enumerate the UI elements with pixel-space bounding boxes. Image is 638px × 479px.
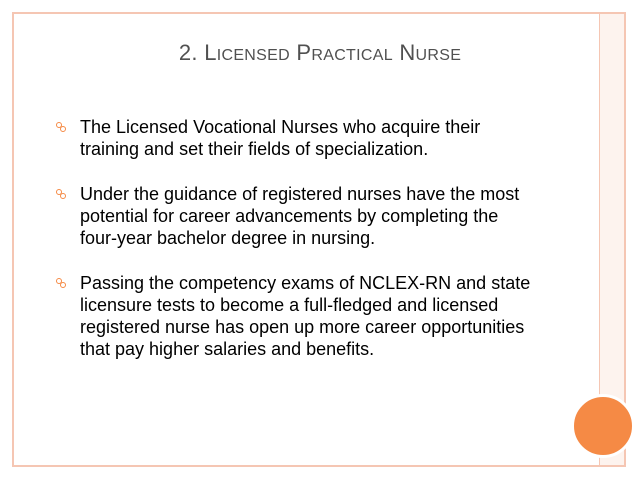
frame-left-border xyxy=(12,12,14,467)
title-number: 2. xyxy=(178,40,205,65)
accent-circle-icon xyxy=(571,394,635,458)
bullet-icon xyxy=(56,189,64,197)
title-rest-2: RACTICAL xyxy=(311,47,393,64)
title-initial-3: N xyxy=(399,40,416,65)
bullet-item-2 xyxy=(56,183,576,249)
frame-top-border xyxy=(12,12,626,14)
frame-bottom-border xyxy=(12,465,626,467)
title-rest-1: ICENSED xyxy=(216,47,290,64)
slide-title xyxy=(120,40,520,69)
title-initial-2: P xyxy=(296,40,312,65)
frame-right-border xyxy=(624,12,626,467)
bullet-list xyxy=(56,116,576,383)
bullet-item-1 xyxy=(56,116,576,160)
bullet-icon xyxy=(56,122,64,130)
bullet-line: Under the guidance of registered nurses have the most xyxy=(80,184,520,204)
bullet-item-3 xyxy=(56,272,576,360)
bullet-line: four-year bachelor degree in nursing. xyxy=(80,228,376,248)
bullet-line: registered nurse has open up more career opportunities xyxy=(80,317,525,337)
title-initial-1: L xyxy=(204,40,217,65)
bullet-line: The Licensed Vocational Nurses who acquire their xyxy=(80,117,481,137)
bullet-icon xyxy=(56,278,64,286)
bullet-line: licensure tests to become a full-fledged and licensed xyxy=(80,295,499,315)
bullet-line: Passing the competency exams of NCLEX-RN and state xyxy=(80,273,531,293)
bullet-line: potential for career advancements by completing the xyxy=(80,206,499,226)
bullet-line: that pay higher salaries and benefits. xyxy=(80,339,375,359)
bullet-line: training and set their fields of specialization. xyxy=(80,139,429,159)
title-rest-3: URSE xyxy=(415,47,462,64)
